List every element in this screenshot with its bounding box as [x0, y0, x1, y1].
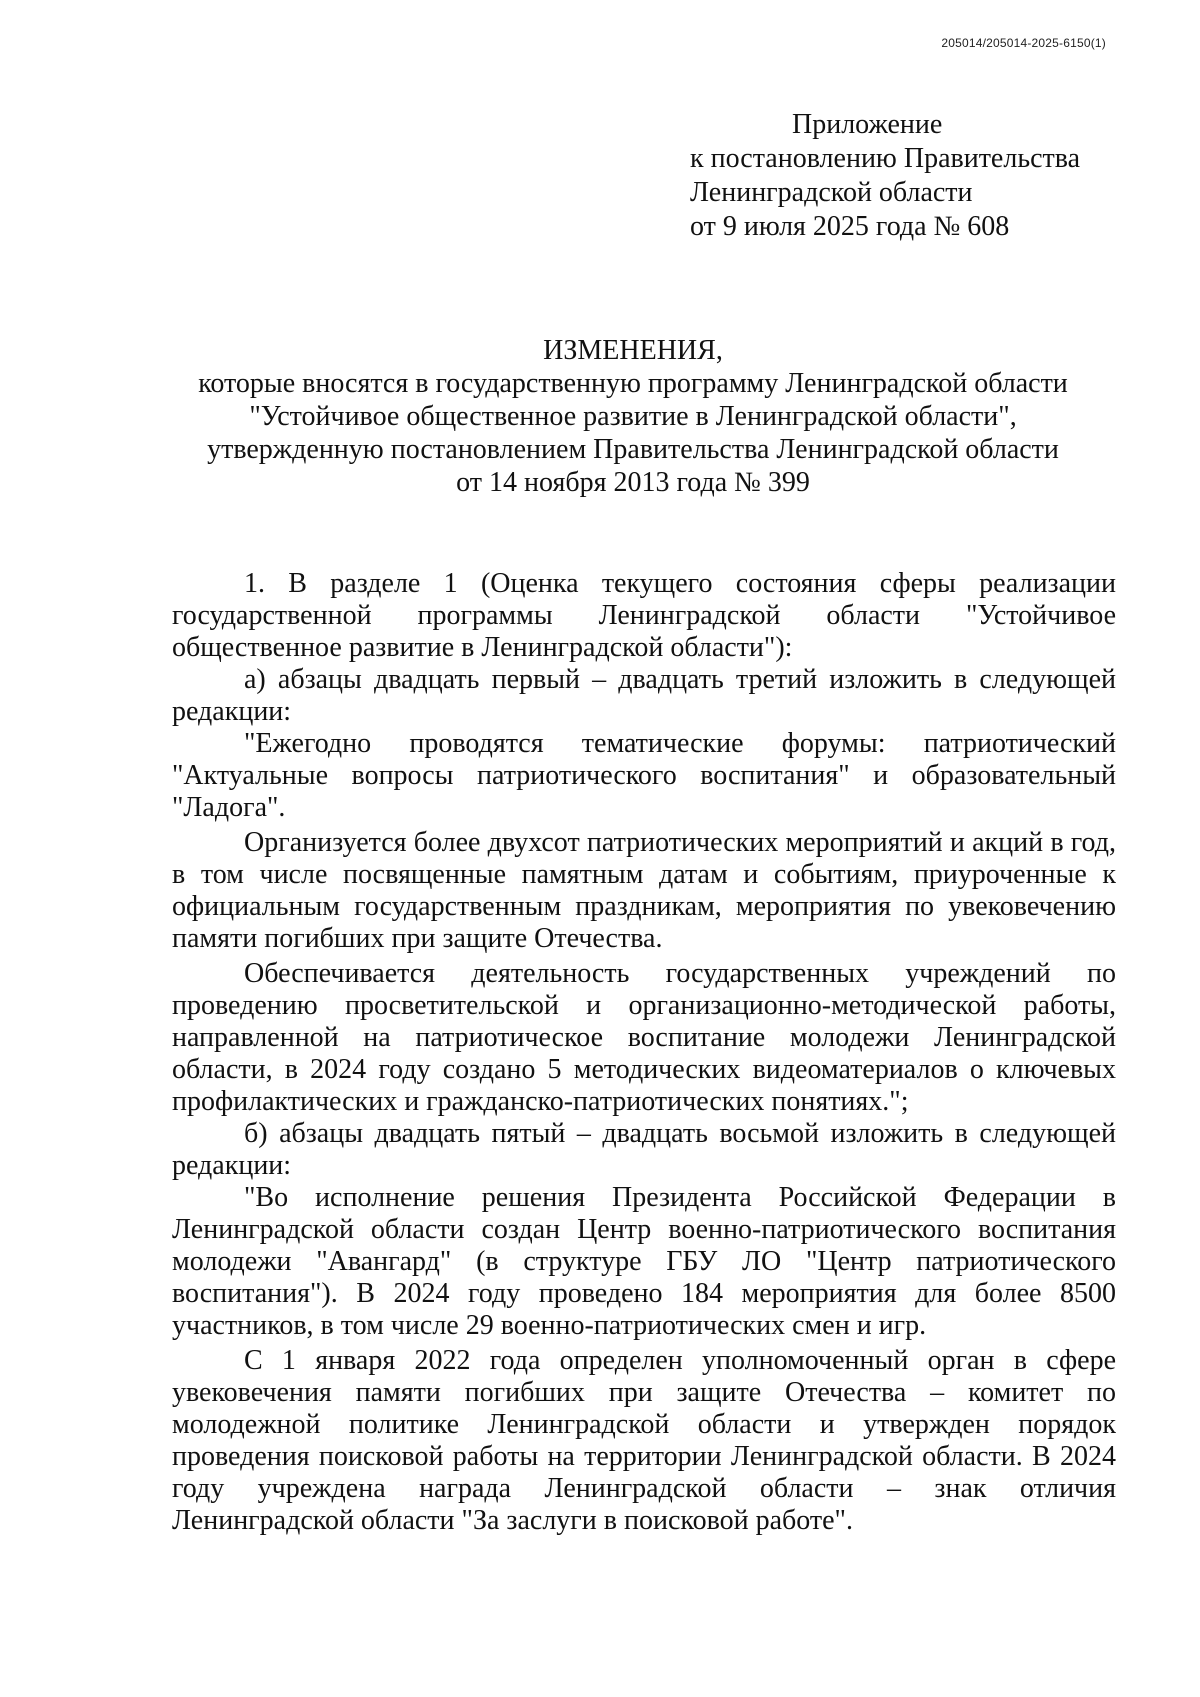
title-line-4: от 14 ноября 2013 года № 399	[456, 467, 810, 498]
appendix-reference-block	[690, 108, 1080, 244]
title-line-3: утвержденную постановлением Правительства Ленинградской области	[207, 434, 1059, 465]
paragraph-forums: "Ежегодно проводятся тематические форумы: патриотический "Актуальные вопросы патриотического воспитания" и образовательный "Ладога".	[172, 728, 1116, 823]
appendix-label: Приложение	[792, 109, 943, 140]
document-title-block	[150, 334, 1116, 499]
document-body	[172, 568, 1116, 1537]
paragraph-section-1: 1. В разделе 1 (Оценка текущего состояния сферы реализации государственной программы Ленинградской области "Устойчивое общественное развитие в Ленинградской области"):	[172, 568, 1116, 663]
document-registration-number: 205014/205014-2025-6150(1)	[941, 36, 1106, 50]
title-line-1: которые вносятся в государственную программу Ленинградской области	[198, 368, 1068, 399]
appendix-date-number-line: от 9 июля 2025 года № 608	[690, 211, 1010, 242]
appendix-region-line: Ленинградской области	[690, 177, 973, 208]
paragraph-institutions: Обеспечивается деятельность государственных учреждений по проведению просветительской и организационно-методической работы, направленной на патриотическое воспитание молодежи Ленинградской области, в 2024 году создано 5 методических видеоматериалов о ключевых профилактических и гражданско-патриотических понятиях.";	[172, 958, 1116, 1117]
paragraph-item-b: б) абзацы двадцать пятый – двадцать восьмой изложить в следующей редакции:	[172, 1118, 1116, 1181]
title-line-2: "Устойчивое общественное развитие в Ленинградской области",	[249, 401, 1017, 432]
document-heading: ИЗМЕНЕНИЯ,	[543, 335, 723, 366]
paragraph-events: Организуется более двухсот патриотических мероприятий и акций в год, в том числе посвященные памятным датам и событиям, приуроченные к официальным государственным праздникам, мероприятия по увековечению памяти погибших при защите Отечества.	[172, 827, 1116, 954]
paragraph-avangard: "Во исполнение решения Президента Российской Федерации в Ленинградской области создан Центр военно-патриотического воспитания молодежи "Авангард" (в структуре ГБУ ЛО "Центр патриотического воспитания"). В 2024 году проведено 184 мероприятия для более 8500 участников, в том числе 29 военно-патриотических смен и игр.	[172, 1182, 1116, 1341]
paragraph-item-a: а) абзацы двадцать первый – двадцать третий изложить в следующей редакции:	[172, 664, 1116, 727]
appendix-resolution-line: к постановлению Правительства	[690, 143, 1081, 174]
paragraph-search-work: С 1 января 2022 года определен уполномоченный орган в сфере увековечения памяти погибших при защите Отечества – комитет по молодежной политике Ленинградской области и утвержден порядок проведения поисковой работы на территории Ленинградской области. В 2024 году учреждена награда Ленинградской области – знак отличия Ленинградской области "За заслуги в поисковой работе".	[172, 1345, 1116, 1536]
